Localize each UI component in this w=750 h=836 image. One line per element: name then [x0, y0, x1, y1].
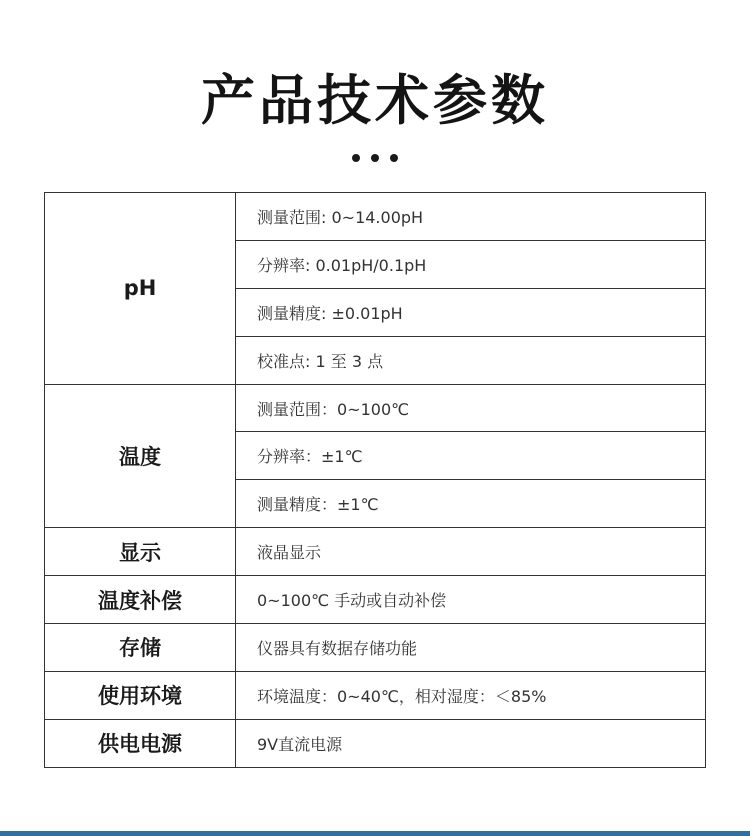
- category-temp-compensation: 温度补偿: [45, 576, 236, 624]
- category-ph: pH: [45, 193, 236, 385]
- dot: [390, 154, 398, 162]
- temp-accuracy: 测量精度：±1℃: [236, 480, 706, 528]
- table-row: [45, 193, 706, 241]
- category-storage: 存储: [45, 624, 236, 672]
- bottom-accent-bar: [0, 831, 750, 836]
- dot: [352, 154, 360, 162]
- table-row: [45, 384, 706, 432]
- storage-value: 仪器具有数据存储功能: [236, 624, 706, 672]
- table-row: [45, 719, 706, 767]
- temp-range: 测量范围：0~100℃: [236, 384, 706, 432]
- table-row: [45, 528, 706, 576]
- table-row: [45, 576, 706, 624]
- ph-calibration: 校准点: 1 至 3 点: [236, 336, 706, 384]
- dot: [371, 154, 379, 162]
- table-row: [45, 624, 706, 672]
- title-divider-dots: [0, 154, 750, 162]
- ph-accuracy: 测量精度: ±0.01pH: [236, 288, 706, 336]
- ph-resolution: 分辨率: 0.01pH/0.1pH: [236, 240, 706, 288]
- spec-table: [44, 192, 706, 768]
- category-display: 显示: [45, 528, 236, 576]
- category-temperature: 温度: [45, 384, 236, 528]
- ph-range: 测量范围: 0~14.00pH: [236, 193, 706, 241]
- table-row: [45, 671, 706, 719]
- page-title: 产品技术参数: [201, 69, 549, 132]
- environment-value: 环境温度：0~40℃，相对湿度：＜85%: [236, 671, 706, 719]
- temp-resolution: 分辨率：±1℃: [236, 432, 706, 480]
- display-value: 液晶显示: [236, 528, 706, 576]
- power-value: 9V直流电源: [236, 719, 706, 767]
- category-environment: 使用环境: [45, 671, 236, 719]
- category-power: 供电电源: [45, 719, 236, 767]
- temp-compensation-value: 0~100℃ 手动或自动补偿: [236, 576, 706, 624]
